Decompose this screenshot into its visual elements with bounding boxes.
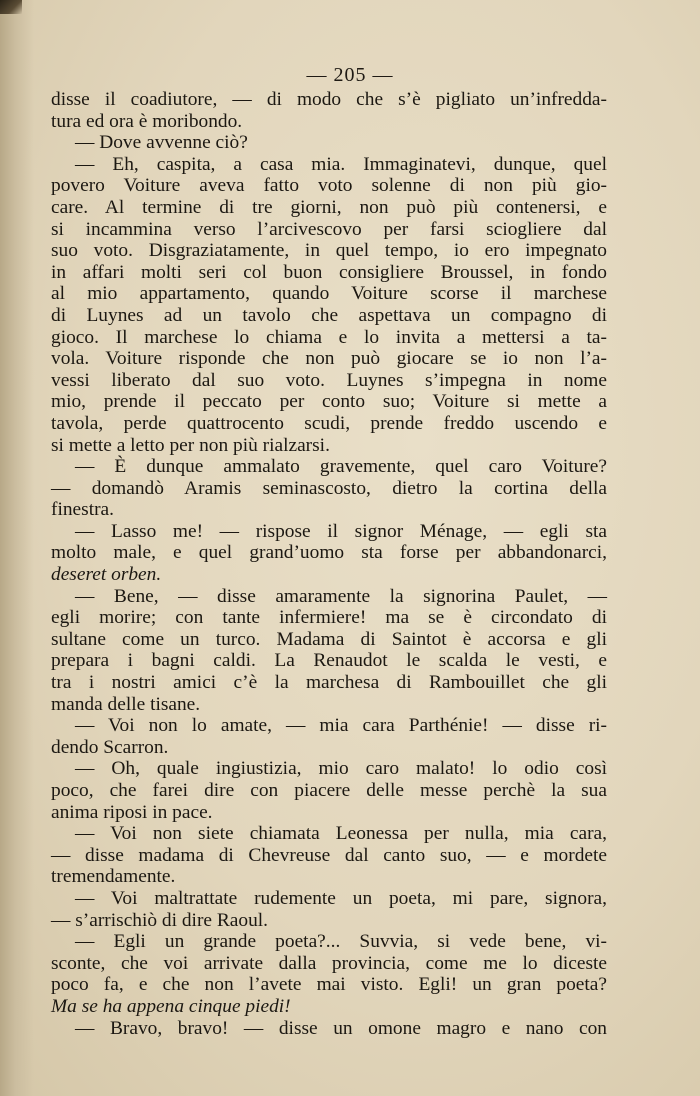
text-line: finestra.	[51, 499, 114, 521]
text-line: — Eh, caspita, a casa mia. Immaginatevi, dunque, quel	[75, 153, 607, 175]
text-line: sultane come un turco. Madama di Saintot è accorsa e gli	[51, 628, 607, 650]
text-line: — Oh, quale ingiustizia, mio caro malato! lo odio così	[75, 758, 607, 780]
body-text	[51, 89, 607, 1039]
text-line: di Luynes ad un tavolo che aspettava un compagno di	[51, 304, 607, 326]
text-line: vessi liberato dal suo voto. Luynes s’impegna in nome	[51, 369, 607, 391]
text-line: molto male, e quel grand’uomo sta forse per abbandonarci,	[51, 542, 607, 564]
text-line: sconte, che voi arrivate dalla provincia, come me lo diceste	[51, 952, 607, 974]
text-line: — Voi maltrattate rudemente un poeta, mi pare, signora,	[75, 887, 607, 909]
text-line: suo voto. Disgraziatamente, in quel tempo, io ero impegnato	[51, 240, 607, 262]
text-line: vola. Voiture risponde che non può giocare se io non l’a-	[51, 348, 607, 370]
text-line: disse il coadiutore, — di modo che s’è pigliato un’infredda-	[51, 89, 607, 110]
text-line: — Voi non siete chiamata Leonessa per nulla, mia cara,	[75, 823, 607, 845]
text-line: — Dove avvenne ciò?	[75, 132, 248, 154]
text-line: in affari molti seri col buon consigliere Broussel, in fondo	[51, 261, 607, 283]
text-line: — Lasso me! — rispose il signor Ménage, — egli sta	[75, 520, 607, 542]
text-line: — Bene, — disse amaramente la signorina Paulet, —	[75, 585, 607, 607]
text-line: — s’arrischiò di dire Raoul.	[51, 909, 269, 931]
text-line: tavola, perde quattrocento scudi, prende freddo uscendo e	[51, 412, 607, 434]
page-gutter-shadow	[0, 0, 34, 1096]
text-line: poco fa, e che non l’avete mai visto. Egli! un gran poeta?	[51, 974, 607, 996]
page-corner-shadow	[0, 0, 22, 14]
text-line: al mio appartamento, quando Voiture scorse il marchese	[51, 283, 607, 305]
text-line: — Bravo, bravo! — disse un omone magro e nano con	[75, 1017, 607, 1039]
text-line: si mette a letto per non più rialzarsi.	[51, 434, 330, 456]
text-line: egli morire; con tante infermiere! ma se è circondato di	[51, 607, 607, 629]
text-line: mio, prende il peccato per conto suo; Voiture si mette a	[51, 391, 607, 413]
text-line: tura ed ora è moribondo.	[51, 110, 243, 132]
text-line: dendo Scarron.	[51, 736, 169, 758]
text-line: povero Voiture aveva fatto voto solenne di non più gio-	[51, 175, 607, 197]
text-line: si incammina verso l’arcivescovo per farsi sciogliere dal	[51, 218, 607, 240]
text-line: gioco. Il marchese lo chiama e lo invita a mettersi a ta-	[51, 326, 607, 348]
text-line: care. Al termine di tre giorni, non può più contenersi, e	[51, 196, 607, 218]
text-line: manda delle tisane.	[51, 693, 201, 715]
text-line: tremendamente.	[51, 866, 176, 888]
text-line: Ma se ha appena cinque piedi!	[51, 995, 291, 1017]
text-line: — È dunque ammalato gravemente, quel caro Voiture?	[75, 456, 607, 478]
text-line: — Egli un grande poeta?... Suvvia, si vede bene, vi-	[75, 931, 607, 953]
page-number: — 205 —	[306, 64, 394, 86]
text-line: prepara i bagni caldi. La Renaudot le scalda le vesti, e	[51, 650, 607, 672]
text-line: — Voi non lo amate, — mia cara Parthénie! — disse ri-	[75, 715, 607, 737]
text-line: anima riposi in pace.	[51, 801, 213, 823]
text-line: — disse madama di Chevreuse dal canto suo, — e mordete	[51, 844, 607, 866]
text-line: poco, che farei dire con piacere delle messe perchè la sua	[51, 780, 607, 801]
text-line: deseret orben.	[51, 564, 162, 586]
text-line: — domandò Aramis seminascosto, dietro la cortina della	[51, 477, 607, 499]
text-line: tra i nostri amici c’è la marchesa di Rambouillet che gli	[51, 672, 607, 694]
